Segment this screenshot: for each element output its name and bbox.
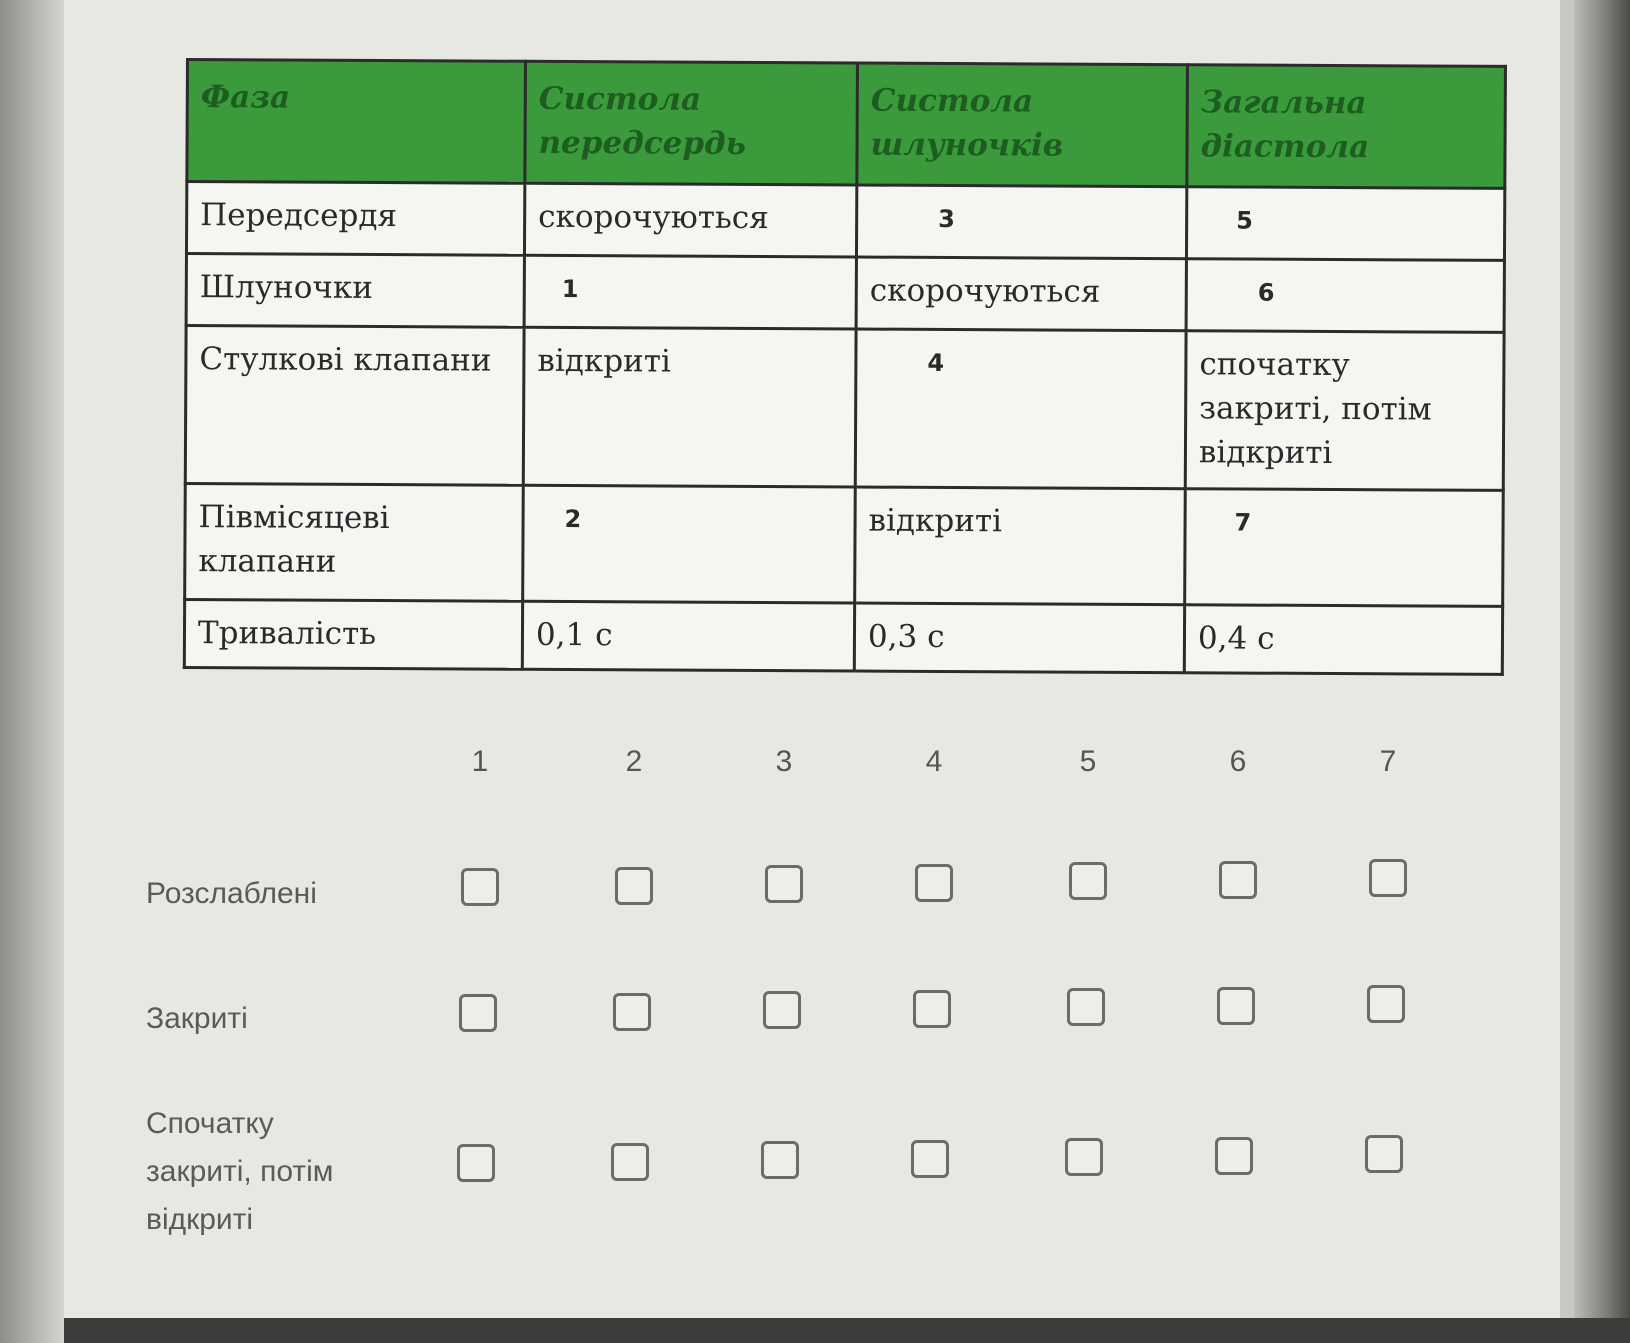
table-row	[185, 484, 1504, 607]
header-phase: Фаза	[187, 60, 526, 184]
table-cell-number: 6	[1186, 259, 1504, 333]
column-header-4: 4	[925, 745, 943, 778]
column-header-3: 3	[775, 745, 793, 778]
column-header-2: 2	[625, 745, 643, 778]
checkbox-row1-col4[interactable]	[915, 864, 953, 902]
checkbox-row3-col1[interactable]	[457, 1144, 495, 1182]
table-cell-number: 7	[1185, 489, 1504, 607]
row-label: Стулкові клапани	[185, 326, 524, 486]
checkbox-row3-col7[interactable]	[1365, 1135, 1403, 1173]
checkbox-row2-col1[interactable]	[459, 994, 497, 1032]
table-cell-number: 5	[1186, 187, 1504, 261]
screen-edge-bottom	[64, 1318, 1630, 1343]
column-header-7: 7	[1379, 745, 1397, 778]
header-ventricular-systole: Систола шлуночків	[857, 63, 1188, 187]
table-header-row	[187, 60, 1506, 189]
checkbox-row2-col4[interactable]	[913, 990, 951, 1028]
table-cell-number: 1	[524, 255, 856, 329]
table-cell: 0,4 с	[1184, 605, 1502, 675]
column-header-6: 6	[1229, 745, 1247, 778]
answer-row-label: Закриті	[146, 1002, 248, 1035]
screen-edge-right	[1574, 0, 1630, 1343]
table-cell: 0,1 с	[522, 601, 854, 671]
table-cell-number: 2	[523, 485, 856, 603]
checkbox-row2-col5[interactable]	[1067, 988, 1105, 1026]
row-label: Півмісяцеві клапани	[185, 484, 524, 602]
checkbox-row1-col3[interactable]	[765, 865, 803, 903]
checkbox-row1-col7[interactable]	[1369, 859, 1407, 897]
checkbox-row3-col4[interactable]	[911, 1140, 949, 1178]
checkbox-row1-col5[interactable]	[1069, 862, 1107, 900]
checkbox-row2-col2[interactable]	[613, 993, 651, 1031]
answer-row-label: Розслаблені	[146, 877, 317, 910]
checkbox-row3-col2[interactable]	[611, 1143, 649, 1181]
header-general-diastole: Загальна діастола	[1187, 65, 1506, 189]
table-row	[184, 600, 1502, 675]
table-cell: спочатку закриті, потім відкриті	[1185, 331, 1504, 491]
table-cell: скорочуються	[524, 183, 856, 257]
row-label: Шлуночки	[186, 254, 524, 328]
table-cell: 0,3 с	[854, 603, 1184, 673]
table-cell: скорочуються	[856, 257, 1186, 331]
checkbox-row1-col6[interactable]	[1219, 861, 1257, 899]
checkbox-row2-col6[interactable]	[1217, 987, 1255, 1025]
table-cell: відкриті	[855, 487, 1186, 605]
header-atrial-systole: Систола передсердь	[525, 61, 858, 185]
table-row	[185, 326, 1504, 491]
row-label: Тривалість	[184, 600, 522, 670]
column-header-1: 1	[471, 745, 489, 778]
table-row	[186, 254, 1504, 333]
table-row	[186, 182, 1504, 261]
row-label: Передсердя	[186, 182, 524, 256]
table-cell: відкриті	[523, 327, 856, 487]
checkbox-row2-col3[interactable]	[763, 991, 801, 1029]
column-header-5: 5	[1079, 745, 1097, 778]
table-cell-number: 3	[856, 185, 1186, 259]
checkbox-row3-col3[interactable]	[761, 1141, 799, 1179]
checkbox-row3-col5[interactable]	[1065, 1138, 1103, 1176]
answer-row-label: Спочатку закриті, потім відкриті	[146, 1107, 334, 1236]
screen-edge-left	[0, 0, 64, 1343]
checkbox-row1-col1[interactable]	[461, 868, 499, 906]
phase-table	[183, 58, 1507, 676]
checkbox-row1-col2[interactable]	[615, 867, 653, 905]
checkbox-row2-col7[interactable]	[1367, 985, 1405, 1023]
table-cell-number: 4	[855, 329, 1186, 489]
checkbox-row3-col6[interactable]	[1215, 1137, 1253, 1175]
